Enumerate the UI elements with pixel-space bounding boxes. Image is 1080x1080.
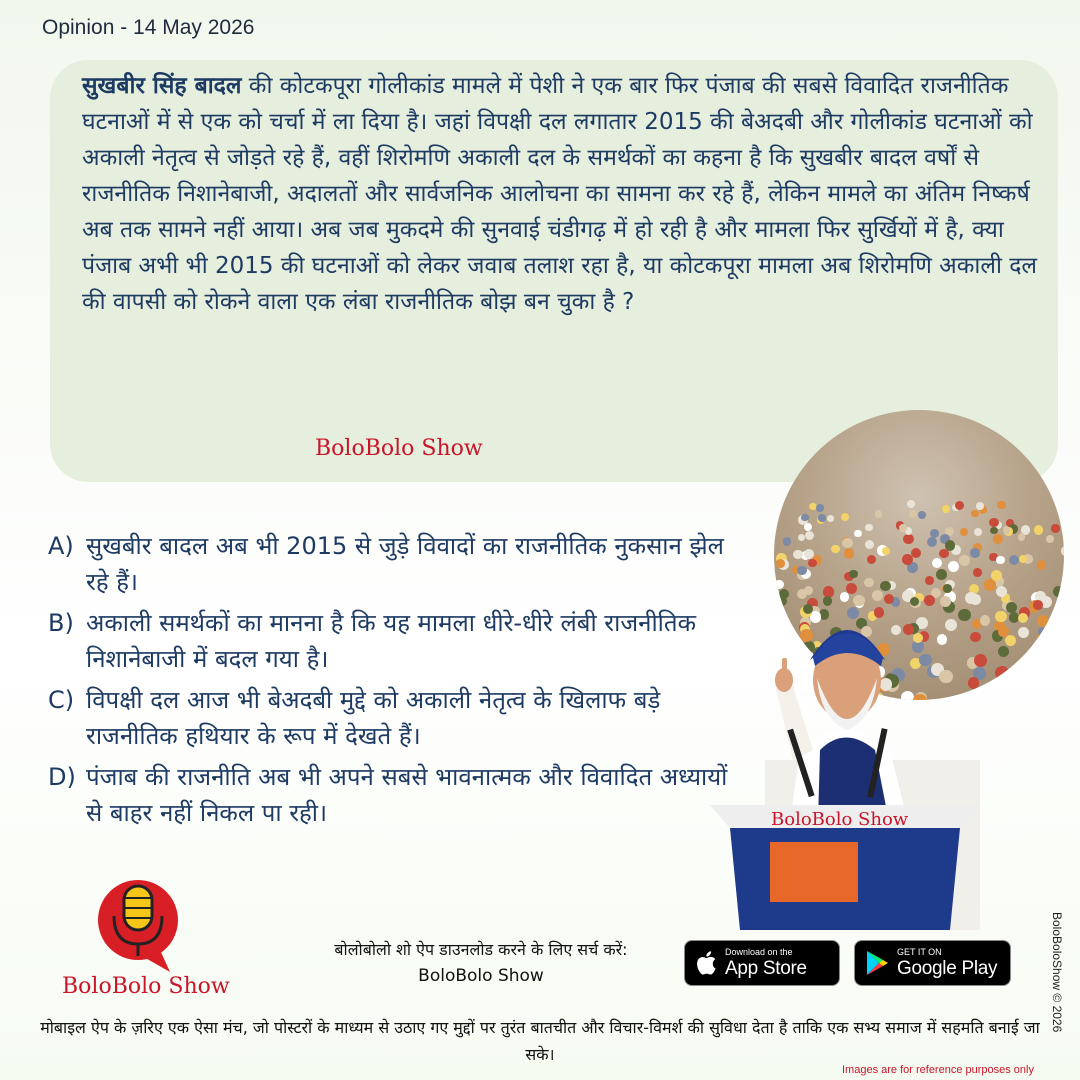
option-c[interactable]	[48, 682, 748, 754]
crowd-figure	[1037, 615, 1049, 627]
crowd-figure	[880, 581, 890, 591]
crowd-figure	[1018, 613, 1028, 623]
crowd-figure	[849, 570, 857, 578]
crowd-figure	[907, 500, 915, 508]
crowd-figure	[1034, 525, 1044, 535]
option-letter: A)	[48, 532, 74, 560]
crowd-figure	[945, 540, 955, 550]
crowd-figure	[864, 578, 873, 587]
crowd-figure	[1018, 627, 1029, 638]
crowd-figure	[948, 561, 959, 572]
crowd-figure	[960, 528, 968, 536]
option-b[interactable]	[48, 605, 748, 677]
crowd-figure	[1033, 600, 1043, 610]
google-play-label: Google Play	[897, 958, 998, 979]
crowd-figure	[1046, 535, 1054, 543]
crowd-figure	[918, 511, 926, 519]
crowd-figure	[776, 559, 785, 568]
crowd-figure	[1061, 509, 1064, 518]
crowd-figure	[1040, 636, 1052, 648]
crowd-figure	[955, 501, 964, 510]
crowd-figure	[882, 547, 891, 556]
download-prompt-text: बोलोबोलो शो ऐप डाउनलोड करने के लिए सर्च करें:	[334, 940, 628, 959]
crowd-figure	[793, 550, 802, 559]
crowd-figure	[959, 555, 970, 566]
crowd-figure	[1054, 603, 1064, 615]
crowd-figure	[991, 570, 1002, 581]
crowd-figure	[942, 505, 950, 513]
crowd-figure	[1008, 670, 1022, 684]
crowd-figure	[1055, 641, 1064, 654]
option-d[interactable]	[48, 759, 748, 831]
option-letter: C)	[48, 686, 75, 714]
crowd-figure	[801, 514, 808, 521]
crowd-figure	[1009, 555, 1019, 565]
crowd-figure	[865, 540, 874, 549]
crowd-figure	[1061, 546, 1065, 555]
crowd-figure	[998, 626, 1009, 637]
crowd-figure	[1030, 690, 1043, 700]
crowd-figure	[827, 515, 834, 522]
header-date: Opinion - 14 May 2026	[42, 16, 255, 39]
lead-name: सुखबीर सिंह बादल	[82, 73, 242, 99]
crowd-figure	[976, 502, 984, 510]
crowd-figure	[973, 568, 982, 577]
crowd-figure	[841, 513, 849, 521]
crowd-figure	[846, 583, 856, 593]
crowd-figure	[774, 580, 784, 590]
crowd-figure	[844, 548, 855, 559]
option-letter: D)	[48, 763, 76, 791]
crowd-figure	[1018, 533, 1025, 540]
google-play-icon	[865, 950, 889, 976]
crowd-figure	[1013, 685, 1026, 698]
google-play-badge[interactable]	[854, 940, 1011, 986]
crowd-figure	[927, 537, 937, 547]
crowd-figure	[996, 556, 1004, 564]
crowd-figure	[1051, 524, 1059, 532]
crowd-figure	[1053, 586, 1064, 597]
crowd-figure	[989, 518, 998, 527]
crowd-figure	[797, 566, 807, 576]
crowd-figure	[783, 537, 791, 545]
crowd-figure	[899, 524, 907, 532]
crowd-figure	[974, 528, 982, 536]
crowd-figure	[909, 510, 917, 518]
crowd-figure	[1060, 630, 1064, 641]
option-letter: B)	[48, 609, 74, 637]
crowd-figure	[1006, 602, 1017, 613]
lead-paragraph	[82, 68, 1042, 320]
crowd-figure	[867, 555, 876, 564]
crowd-figure	[995, 611, 1006, 622]
app-store-badge[interactable]	[684, 940, 840, 986]
crowd-figure	[925, 576, 934, 585]
crowd-figure	[816, 504, 824, 512]
logo-text: BoloBolo Show	[62, 974, 230, 999]
crowd-figure	[903, 534, 913, 544]
crowd-figure	[932, 558, 942, 568]
crowd-figure	[997, 501, 1005, 509]
crowd-figure	[1050, 698, 1063, 700]
crowd-figure	[779, 589, 790, 600]
app-name: BoloBolo Show	[418, 966, 544, 986]
option-text: पंजाब की राजनीति अब भी अपने सबसे भावनात्मक और विवादित अध्यायों से बाहर नहीं निकल पा रही।	[86, 763, 728, 827]
crowd-figure	[984, 579, 995, 590]
crowd-figure	[1047, 664, 1059, 676]
crowd-figure	[865, 524, 873, 532]
crowd-figure	[996, 586, 1007, 597]
crowd-figure	[818, 514, 826, 522]
poll-options	[48, 528, 748, 836]
lead-body: की कोटकपूरा गोलीकांड मामले में पेशी ने एक बार फिर पंजाब की सबसे विवादित राजनीतिक घटनाओं में से एक को चर्चा में ला दिया है। जहां विपक्षी दल लगातार 2015 की बेअदबी और गोलीकांड घटनाओं को अकाली नेतृत्व से जोड़ते रहे हैं, वहीं शिरोमणि अकाली दल के समर्थकों का कहना है कि सुखबीर बादल वर्षों से राजनीतिक निशानेबाजी, अदालतों और सार्वजनिक आलोचना का सामना कर रहे हैं, लेकिन मामले का अंतिम निष्कर्ष अब तक सामने नहीं आया। अब जब मुकदमे की सुनवाई चंडीगढ़ में हो रही है और मामला फिर सुर्खियों में है, क्या पंजाब अभी भी 2015 की घटनाओं को लेकर जवाब तलाश रहा है, या कोटकपूरा मामला अब शिरोमणि अकाली दल की वापसी को रोकने वाला एक लंबा राजनीतिक बोझ बन चुका है ?	[82, 73, 1038, 315]
apple-icon	[695, 950, 717, 976]
option-text: अकाली समर्थकों का मानना है कि यह मामला धीरे-धीरे लंबी राजनीतिक निशानेबाजी में बदल गया है।	[86, 609, 696, 673]
crowd-figure	[831, 545, 840, 554]
crowd-figure	[875, 510, 883, 518]
option-text: विपक्षी दल आज भी बेअदबी मुद्दे को अकाली नेतृत्व के खिलाफ बड़े राजनीतिक हथियार के रूप में देखते हैं।	[86, 686, 661, 750]
speaker-illustration	[705, 600, 985, 930]
crowd-figure	[804, 523, 812, 531]
crowd-figure	[993, 534, 1003, 544]
crowd-figure	[936, 569, 946, 579]
copyright-text: BoloBoloShow © 2026	[1050, 912, 1064, 1033]
download-prompt	[282, 937, 680, 989]
crowd-figure	[970, 548, 979, 557]
crowd-figure	[943, 584, 952, 593]
option-a[interactable]	[48, 528, 748, 600]
crowd-figure	[805, 531, 814, 540]
crowd-figure	[808, 559, 816, 567]
crowd-figure	[998, 646, 1009, 657]
google-play-small-label: GET IT ON	[897, 947, 942, 957]
crowd-figure	[842, 538, 852, 548]
crowd-figure	[804, 586, 813, 595]
crowd-figure	[1037, 560, 1046, 569]
podium-watermark: BoloBolo Show	[771, 809, 909, 830]
crowd-figure	[854, 530, 862, 538]
crowd-figure	[990, 527, 997, 534]
app-store-small-label: Download on the	[725, 947, 793, 957]
app-store-label: App Store	[725, 958, 807, 979]
brand-watermark: BoloBolo Show	[315, 436, 483, 461]
disclaimer: Images are for reference purposes only	[842, 1064, 1034, 1076]
crowd-figure	[1045, 682, 1057, 694]
crowd-figure	[1005, 635, 1016, 646]
footer-description: मोबाइल ऐप के ज़रिए एक ऐसा मंच, जो पोस्टरों के माध्यम से उठाए गए मुद्दों पर तुरंत बातचीत और विचार-विमर्श की सुविधा देता है ताकि एक सभ्य समाज में सहमति बनाई जा सके।	[40, 1018, 1040, 1064]
copyright-vertical	[1048, 912, 1066, 1062]
option-text: सुखबीर बादल अब भी 2015 से जुड़े विवादों का राजनीतिक नुकसान झेल रहे हैं।	[86, 532, 724, 596]
